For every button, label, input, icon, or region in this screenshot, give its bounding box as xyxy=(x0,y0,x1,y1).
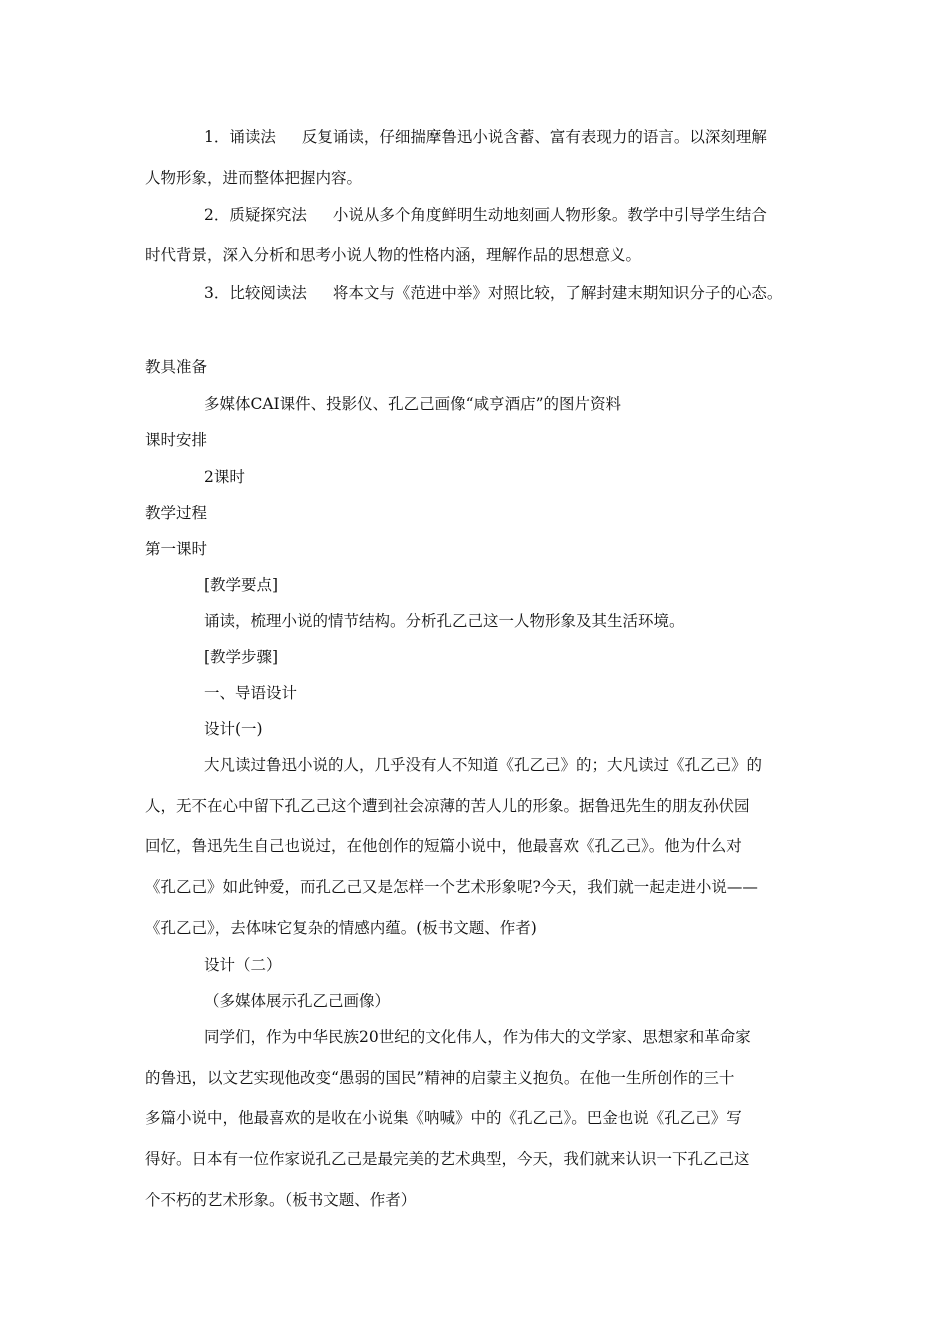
design-1-line-1: 大凡读过鲁迅小说的人，几乎没有人不知道《孔乙己》的；大凡读过《孔乙己》的 xyxy=(204,756,763,774)
tools-heading: 教具准备 xyxy=(145,358,208,376)
design-2-label: 设计（二） xyxy=(204,956,282,974)
design-2-line-1: 同学们，作为中华民族20世纪的文化伟人，作为伟大的文学家、思想家和革命家 xyxy=(204,1028,751,1046)
method-1-line-1 xyxy=(204,127,767,147)
process-heading: 教学过程 xyxy=(145,504,208,522)
design-1-label: 设计(一) xyxy=(204,720,263,738)
steps-label: [教学步骤] xyxy=(204,648,279,666)
design-1-line-2: 人，无不在心中留下孔乙己这个遭到社会凉薄的苦人儿的形象。据鲁迅先生的朋友孙伏园 xyxy=(145,797,750,815)
method-2-line-1 xyxy=(204,205,767,225)
design-2-line-2: 的鲁迅，以文艺实现他改变“愚弱的国民”精神的启蒙主义抱负。在他一生所创作的三十 xyxy=(145,1069,735,1087)
method-1-text: 反复诵读，仔细揣摩鲁迅小说含蓄、富有表现力的语言。以深刻理解 xyxy=(301,128,767,146)
schedule-content: 2课时 xyxy=(204,468,245,486)
design-2-line-3: 多篇小说中，他最喜欢的是收在小说集《呐喊》中的《孔乙己》。巴金也说《孔乙己》写 xyxy=(145,1109,742,1127)
design-2-line-5: 个不朽的艺术形象。（板书文题、作者） xyxy=(145,1191,417,1209)
method-1-number: 1．诵读法 xyxy=(204,128,276,146)
lesson-heading: 第一课时 xyxy=(145,540,208,558)
section-1-heading: 一、导语设计 xyxy=(204,684,298,702)
points-content: 诵读，梳理小说的情节结构。分析孔乙己这一人物形象及其生活环境。 xyxy=(204,612,685,630)
method-2-number: 2．质疑探究法 xyxy=(204,206,307,224)
method-3-line-1 xyxy=(204,283,782,303)
method-2-line-2: 时代背景，深入分析和思考小说人物的性格内涵，理解作品的思想意义。 xyxy=(145,246,642,264)
method-3-text: 将本文与《范进中举》对照比较，了解封建末期知识分子的心态。 xyxy=(332,284,783,302)
design-2-note: （多媒体展示孔乙己画像） xyxy=(204,992,391,1010)
design-1-line-3: 回忆，鲁迅先生自己也说过，在他创作的短篇小说中，他最喜欢《孔乙己》。他为什么对 xyxy=(145,837,742,855)
design-1-line-4: 《孔乙己》如此钟爱，而孔乙己又是怎样一个艺术形象呢?今天，我们就一起走进小说—— xyxy=(145,878,758,896)
method-2-text: 小说从多个角度鲜明生动地刻画人物形象。教学中引导学生结合 xyxy=(332,206,767,224)
points-label: [教学要点] xyxy=(204,576,279,594)
design-2-line-4: 得好。日本有一位作家说孔乙己是最完美的艺术典型，今天，我们就来认识一下孔乙己这 xyxy=(145,1150,750,1168)
tools-content: 多媒体CAI课件、投影仪、孔乙己画像“咸亨酒店”的图片资料 xyxy=(204,395,622,413)
method-1-line-2: 人物形象，进而整体把握内容。 xyxy=(145,169,363,187)
schedule-heading: 课时安排 xyxy=(145,431,208,449)
design-1-line-5: 《孔乙己》，去体味它复杂的情感内蕴。(板书文题、作者) xyxy=(145,919,537,937)
method-3-number: 3．比较阅读法 xyxy=(204,284,307,302)
